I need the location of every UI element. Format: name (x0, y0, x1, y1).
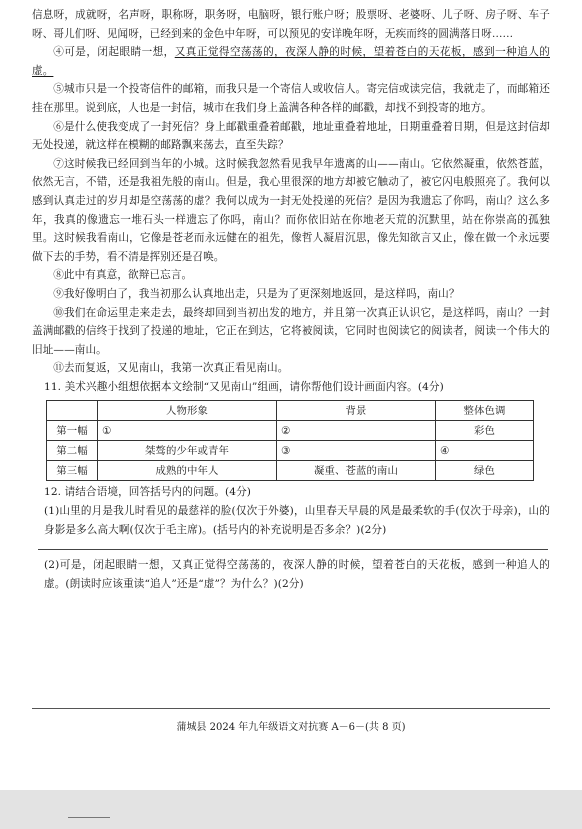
table-cell: 成熟的中年人 (98, 461, 277, 481)
table-header-cell: 人物形象 (98, 401, 277, 421)
paragraph-8: ⑧此中有真意，欲辩已忘言。 (53, 269, 193, 282)
table-header-cell: 背景 (277, 401, 436, 421)
paragraph-9: ⑨我好像明白了，我当初那么认真地出走，只是为了更深刻地返回，是这样吗，南山？ (53, 287, 460, 300)
table-cell: 第三幅 (47, 461, 98, 481)
answer-blank-4[interactable]: ④ (436, 441, 534, 461)
table-header-cell (47, 401, 98, 421)
page-content (32, 6, 550, 593)
table-header-cell: 整体色调 (436, 401, 534, 421)
question-12-part-1: (1)山里的月是我儿时看见的最慈祥的脸(仅次于外婆)，山里春天早晨的风是最柔软的手(仅次于母亲)，山的身影是多么高大啊(仅次于毛主席)。(括号内的补充说明是否多余？)(2分) (44, 505, 550, 536)
question-11: 11. 美术兴趣小组想依据本文绘制“又见南山”组画，请你帮他们设计画面内容。(4分) (44, 380, 444, 393)
answer-blank-3[interactable]: ③ (277, 441, 436, 461)
answer-line[interactable] (32, 708, 550, 709)
paragraph-11: ⑪去而复返，又见南山，我第一次真正看见南山。 (53, 362, 289, 375)
table-cell: 凝重、苍蓝的南山 (277, 461, 436, 481)
table-header-row (47, 401, 534, 421)
answer-blank-2[interactable]: ② (277, 421, 436, 441)
paragraph-4-lead: ④可是，闭起眼睛一想， (53, 46, 175, 59)
page-footer: 蒲城县 2024 年九年级语文对抗赛 A－6－(共 8 页) (176, 722, 406, 733)
paragraph-6: ⑥是什么使我变成了一封死信？身上邮戳重叠着邮戳，地址重叠着地址，日期重叠着日期，但是这封信却无处投递，就这样在模糊的邮路飘来荡去，直至失踪？ (32, 120, 550, 152)
paragraph-5: ⑤城市只是一个投寄信件的邮箱，而我只是一个寄信人或收信人。寄完信或读完信，我就走了，而邮箱还挂在那里。说到底，人也是一封信，城市在我们身上盖满各种各样的邮戳，却找不到投寄的地方。 (32, 83, 550, 114)
paragraph-4 (32, 43, 550, 80)
table-cell: 第二幅 (47, 441, 98, 461)
paragraph-10: ⑩我们在命运里走来走去，最终却回到当初出发的地方，并且第一次真正认识它，是这样吗，南山？一封盖满邮戳的信终于找到了投递的地址，它正在到达，它将被阅读，它同时也阅读它的阅读者，阅读一个伟大的旧址——南山。 (32, 306, 550, 356)
table-cell: 第一幅 (47, 421, 98, 441)
viewer-background (0, 790, 582, 829)
table-cell: 绿色 (436, 461, 534, 481)
table-cell: 桀骜的少年或青年 (98, 441, 277, 461)
table-row (47, 441, 534, 461)
answer-blank-1[interactable]: ① (98, 421, 277, 441)
table-row (47, 461, 534, 481)
paragraph-7: ⑦这时候我已经回到当年的小城。这时候我忽然看见我早年遗离的山——南山。它依然凝重，依然苍蓝，依然无言，不错，还是我祖先般的南山。但是，我心里很深的地方却被它触动了，被它闪电般照亮了。我何以感到认真走过的岁月却是空荡荡的虚？我何以成为一封无处投递的死信？是因为我遗忘了你吗，南山？这么多年，我真的像遗忘一堆石头一样遗忘了你吗，南山？而你依旧站在你地老天荒的沉默里，站在你崇高的孤独里。这时候我看南山，它像是苍老而永远健在的祖先，像哲人凝眉沉思，像先知欲言又止，像在做一个永远要做下去的手势，看不清是挥别还是召唤。 (32, 157, 550, 263)
question-12: 12. 请结合语境，回答括号内的问题。(4分) (44, 486, 252, 499)
question-12-part-2: (2)可是，闭起眼睛一想，又真正觉得空荡荡的，夜深人静的时候，望着苍白的天花板，感到一种追人的虚。(朗读时应该重读“追人”还是“虚”？为什么？)(2分) (44, 559, 550, 590)
table-row (47, 421, 534, 441)
paragraph-4-underlined: 又真正觉得空荡荡的，夜深人静的时候，望着苍白的天花板，感到一种追人的虚。 (32, 46, 550, 77)
table-cell: 彩色 (436, 421, 534, 441)
answer-line[interactable] (38, 549, 548, 550)
divider (68, 817, 110, 818)
paragraph-3-continued: 信息呀，成就呀，名声呀，职称呀，职务呀，电脑呀，银行账户呀；股票呀、老婆呀、儿子呀、房子呀、车子呀、哥儿们呀、见闻呀，已经到来的金色中年呀，可以预见的安详晚年呀，无疾而终的圆满落日呀…… (32, 9, 550, 40)
drawing-design-table (46, 400, 534, 481)
